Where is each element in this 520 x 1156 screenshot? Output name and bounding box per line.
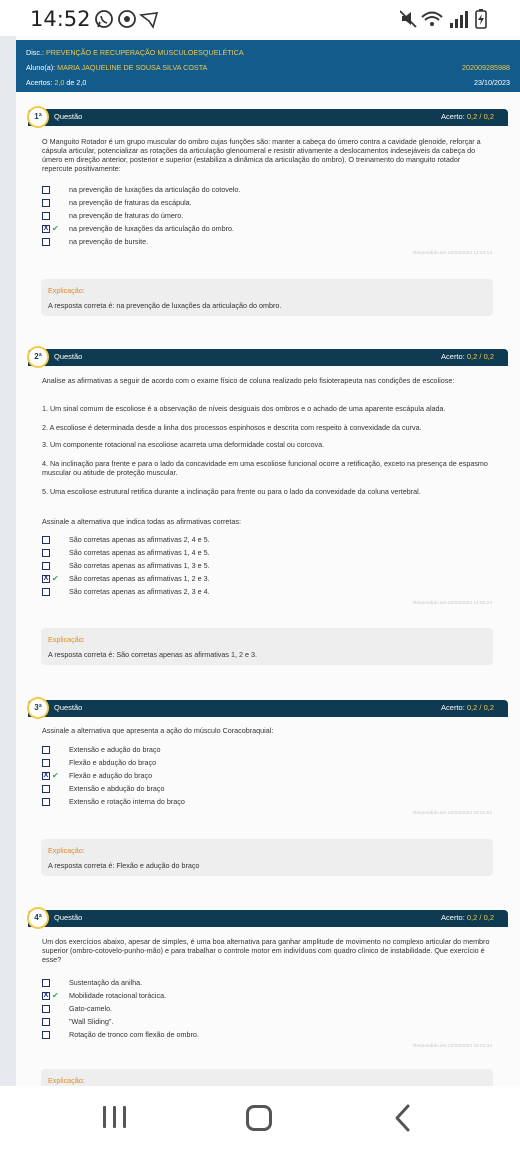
question-4-number: 4ª	[27, 907, 49, 929]
option-checkbox[interactable]	[42, 746, 50, 754]
question-3-number: 3ª	[27, 697, 49, 719]
question-3-score-total: / 0,2	[479, 703, 494, 712]
system-nav-bar	[0, 1086, 520, 1156]
acertos-suffix: de 2,0	[66, 78, 87, 87]
question-1-score-total: / 0,2	[479, 112, 494, 121]
question-4-header	[28, 910, 508, 927]
battery-icon	[476, 9, 486, 28]
acertos-value: 2,0	[54, 78, 65, 87]
explanation-title: Explicação:	[48, 286, 85, 295]
question-2-statement-1: 1. Um sinal comum de escoliose é a observação de níveis desiguais dos ombros e o achado de uma aparente escápula alada.	[42, 404, 446, 413]
question-3-score-label: Acerto:	[441, 703, 465, 712]
exam-page[interactable]	[0, 36, 520, 1086]
question-1-prompt: O Manguito Rotador é um grupo muscular do ombro cujas funções são: manter a cabeça do úmero contra a cavidade glenoide, reforçar a cápsula articular, potencializar as rotações da articulação glenoumeral e resistir ativamente a deslocamentos indesejáveis da cabeça do úmero em direção anterior, posterior e superior (estabiliza a dinâmica da articulação do ombro). O treinamento do manguito rotador repercute positivamente:	[42, 137, 481, 173]
option-checkbox[interactable]	[42, 238, 50, 246]
question-3-score-value: 0,2	[466, 703, 478, 712]
option-checkbox-selected[interactable]: X	[43, 225, 49, 232]
explanation-title: Explicação:	[48, 635, 85, 644]
question-2-score-total: / 0,2	[479, 352, 494, 361]
question-2-option-4[interactable]: X ✔ São corretas apenas as afirmativas 1, 2 e 3.	[43, 574, 210, 583]
question-2-score-label: Acerto:	[441, 352, 465, 361]
question-2-option-2[interactable]: São corretas apenas as afirmativas 1, 4 e 5.	[42, 548, 492, 558]
explanation-title: Explicação:	[48, 1076, 85, 1085]
question-4-option-4[interactable]: "Wall Sliding".	[42, 1017, 492, 1027]
question-4-explanation	[41, 1069, 493, 1086]
option-checkbox-selected[interactable]: X	[43, 772, 49, 779]
question-1-header	[28, 109, 508, 126]
question-3-label: Questão	[54, 703, 83, 712]
question-2-option-3[interactable]: São corretas apenas as afirmativas 1, 3 e 5.	[42, 561, 492, 571]
question-3-option-2[interactable]: Flexão e abdução do braço	[42, 758, 492, 768]
status-right-icons	[400, 8, 492, 35]
option-checkbox[interactable]	[42, 785, 50, 793]
question-2-statement-2: 2. A escoliose é determinada desde a linha dos processos espinhosos e descrita com respeito à convexidade da curva.	[42, 423, 422, 432]
question-1-number: 1ª	[27, 106, 49, 128]
question-2-option-1[interactable]: São corretas apenas as afirmativas 2, 4 e 5.	[42, 535, 492, 545]
question-3-option-1[interactable]: Extensão e adução do braço	[42, 745, 492, 755]
location-icon	[141, 13, 157, 27]
aluno-value: MARIA JAQUELINE DE SOUSA SILVA COSTA	[57, 63, 208, 72]
option-checkbox[interactable]	[42, 1031, 50, 1039]
question-1-option-5[interactable]: na prevenção de bursite.	[42, 237, 492, 247]
correct-check-icon: ✔	[52, 574, 59, 583]
correct-check-icon: ✔	[52, 771, 59, 780]
exam-header	[16, 40, 520, 92]
question-2-statement-3: 3. Um componente rotacional na escoliose acarreta uma deformidade costal ou corcova.	[42, 440, 325, 449]
question-3-answered-at: Respondido em 23/10/2023 15:01:52	[413, 811, 492, 816]
question-2-score-value: 0,2	[466, 352, 478, 361]
question-2-answered-at: Respondido em 23/10/2023 14:59:23	[413, 601, 492, 606]
option-checkbox[interactable]	[42, 979, 50, 987]
option-checkbox[interactable]	[42, 1018, 50, 1026]
question-1-explanation	[41, 279, 493, 316]
question-4-score-value: 0,2	[466, 913, 478, 922]
question-1-score-label: Acerto:	[441, 112, 465, 121]
question-3-prompt: Assinale a alternativa que apresenta a ação do músculo Coracobraquial:	[42, 726, 274, 735]
left-strip	[0, 36, 16, 1086]
question-4-prompt: Um dos exercícios abaixo, apesar de simples, é uma boa alternativa para ganhar amplitude de movimento no complexo articular do membro superior (ombro-cotovelo-punho-mão) e para trabalhar o controle motor em indivíduos com quadro clínico de instabilidade. Que exercício é esse?	[42, 937, 490, 964]
question-3-option-3[interactable]: X ✔ Flexão e adução do braço	[43, 771, 153, 780]
option-checkbox[interactable]	[42, 199, 50, 207]
question-2-explanation	[41, 628, 493, 665]
option-checkbox[interactable]	[42, 562, 50, 570]
question-2-number: 2ª	[27, 346, 49, 368]
disc-label: Disc.:	[26, 48, 44, 57]
whatsapp-icon	[96, 11, 112, 27]
disc-value: PREVENÇÃO E RECUPERAÇÃO MUSCULOESQUELÉTICA	[45, 48, 244, 57]
explanation-text: A resposta correta é: Flexão e adução do braço	[48, 861, 200, 870]
recent-apps-icon[interactable]	[103, 1106, 127, 1128]
question-2-label: Questão	[54, 352, 83, 361]
question-2-statement-4: 4. Na inclinação para frente e para o lado da concavidade em uma escoliose funcional ocorre a retificação, exceto na presença de espasmo muscular ou atitude de proteção muscular.	[42, 459, 488, 477]
option-checkbox[interactable]	[42, 1005, 50, 1013]
question-4-score-total: / 0,2	[479, 913, 494, 922]
question-3-option-4[interactable]: Extensão e abdução do braço	[42, 784, 492, 794]
home-icon[interactable]	[246, 1105, 272, 1131]
question-4-option-2[interactable]: X ✔ Mobilidade rotacional torácica.	[43, 991, 167, 1000]
option-checkbox-selected[interactable]: X	[43, 575, 49, 582]
option-checkbox[interactable]	[42, 759, 50, 767]
acertos-label: Acertos:	[26, 78, 53, 87]
option-checkbox[interactable]	[42, 588, 50, 596]
back-icon[interactable]	[392, 1103, 412, 1138]
correct-check-icon: ✔	[52, 991, 59, 1000]
option-checkbox[interactable]	[42, 186, 50, 194]
question-3-option-5[interactable]: Extensão e rotação interna do braço	[42, 797, 492, 807]
explanation-text: A resposta correta é: na prevenção de luxações da articulação do ombro.	[48, 301, 282, 310]
question-2-prompt: Analise as afirmativas a seguir de acordo com o exame físico de coluna realizado pelo fisioterapeuta nas condições de escoliose:	[42, 376, 455, 385]
question-2-statement-5: 5. Uma escoliose estrutural retifica durante a inclinação para frente ou para o lado da convexidade da coluna vertebral.	[42, 487, 421, 496]
correct-check-icon: ✔	[52, 224, 59, 233]
question-4-option-5[interactable]: Rotação de tronco com flexão de ombro.	[42, 1030, 492, 1040]
signal-icon	[450, 11, 468, 28]
status-time: 14:52	[30, 7, 91, 31]
question-2-prompt-2: Assinale a alternativa que indica todas as afirmativas corretas:	[42, 517, 241, 526]
question-1-label: Questão	[54, 112, 83, 121]
option-checkbox[interactable]	[42, 549, 50, 557]
exam-date: 23/10/2023	[474, 78, 510, 87]
question-1-option-1[interactable]: na prevenção de luxações da articulação do cotovelo.	[42, 185, 492, 195]
option-checkbox-selected[interactable]: X	[43, 992, 49, 999]
question-1-option-3[interactable]: na prevenção de fraturas do úmero.	[42, 211, 492, 221]
aluno-label: Aluno(a):	[26, 63, 56, 72]
question-3-header	[28, 700, 508, 717]
question-4-answered-at: Respondido em 23/10/2023 15:04:32	[413, 1044, 492, 1049]
question-2-option-5[interactable]: São corretas apenas as afirmativas 2, 3 e 4.	[42, 587, 492, 597]
explanation-text: A resposta correta é: São corretas apenas as afirmativas 1, 2 e 3.	[48, 650, 257, 659]
mute-icon	[400, 11, 416, 27]
question-4-score-label: Acerto:	[441, 913, 465, 922]
question-4-option-3[interactable]: Gato-camelo.	[42, 1004, 492, 1014]
question-1-answered-at: Respondido em 23/10/2023 14:54:14	[413, 251, 492, 256]
question-4-label: Questão	[54, 913, 83, 922]
wifi-icon	[422, 13, 442, 27]
status-bar	[0, 0, 520, 36]
question-1-score-value: 0,2	[466, 112, 478, 121]
option-checkbox[interactable]	[42, 212, 50, 220]
question-1-option-4[interactable]: X ✔ na prevenção de luxações da articulação do ombro.	[43, 224, 235, 233]
option-checkbox[interactable]	[42, 536, 50, 544]
question-3-explanation	[41, 839, 493, 876]
explanation-title: Explicação:	[48, 846, 85, 855]
status-left-icons	[95, 9, 165, 34]
question-1-option-2[interactable]: na prevenção de fraturas da escápula.	[42, 198, 492, 208]
option-checkbox[interactable]	[42, 798, 50, 806]
question-2-header	[28, 349, 508, 366]
question-4-option-1[interactable]: Sustentação da anilha.	[42, 978, 492, 988]
notification-icon	[119, 11, 135, 27]
matricula: 202009285988	[462, 63, 510, 72]
